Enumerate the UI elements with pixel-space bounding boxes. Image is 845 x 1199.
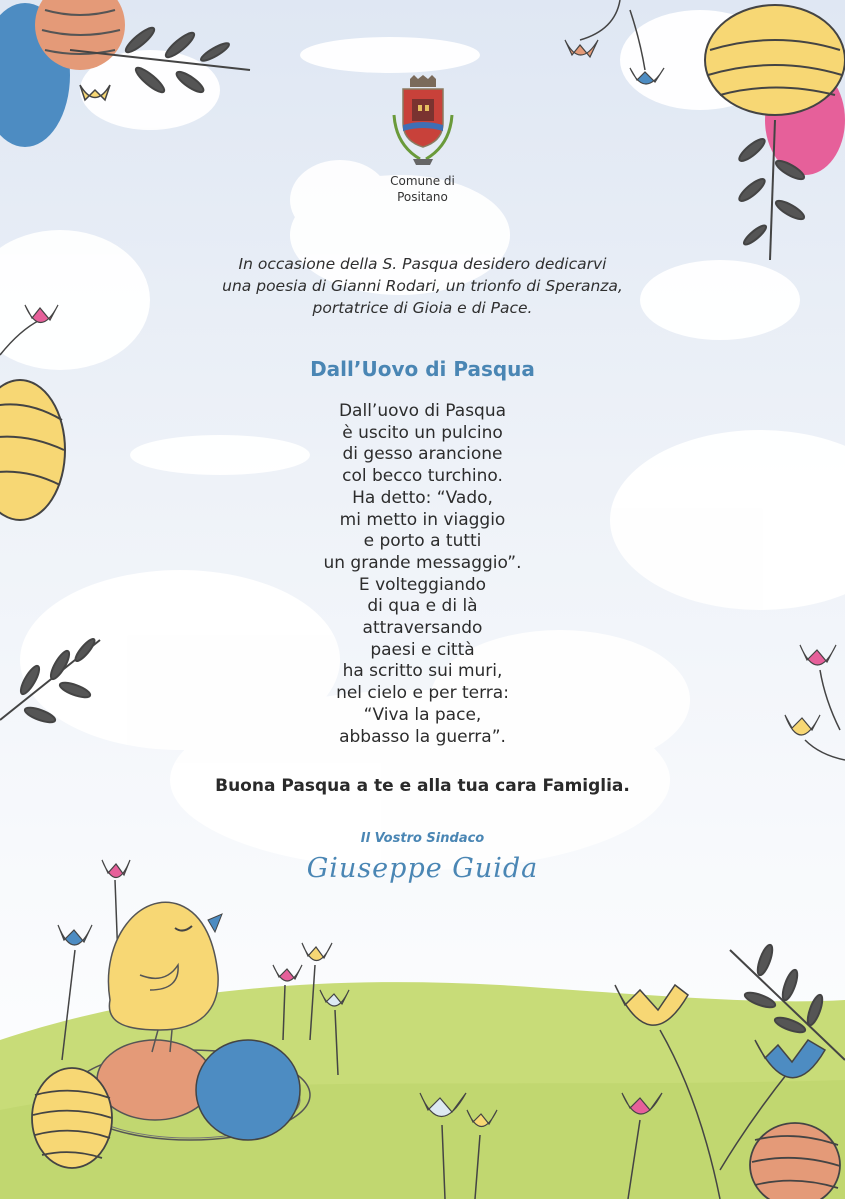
poem-line: di gesso arancione [342,444,503,465]
poem-body [250,401,595,748]
coat-of-arms-logo [388,75,458,167]
intro-text [170,253,675,319]
poem-line: e porto a tutti [363,531,482,552]
poem-line: Dall’uovo di Pasqua [338,401,507,421]
poem-line: Ha detto: “Vado, [352,487,493,508]
poem-line: paesi e città [370,639,475,660]
intro-line: una poesia di Gianni Rodari, un trionfo di Speranza, [222,277,623,295]
poem-line: un grande messaggio”. [323,552,522,573]
poem-line: mi metto in viaggio [339,509,506,530]
egg-yellow-top-right [705,5,845,115]
poem-line: ha scritto sui muri, [342,661,503,682]
egg-yellow-left [0,380,65,520]
municipality-name [360,173,485,205]
poem-line: nel cielo e per terra: [336,683,509,704]
tulips-right-middle [785,645,845,760]
poem-title: Dall’Uovo di Pasqua [310,357,535,381]
poem-line: è uscito un pulcino [342,422,503,443]
intro-line: portatrice di Gioia e di Pace. [312,299,533,317]
municipality-line1: Comune di [390,174,455,188]
poem-line: di qua e di là [367,596,478,617]
poem-line: “Viva la pace, [363,704,482,725]
poem-line: attraversando [362,618,483,639]
poem-line: E volteggiando [358,574,487,595]
poem-line: col becco turchino. [342,466,503,487]
chick [108,902,218,1030]
poem-line: abbasso la guerra”. [339,726,506,747]
intro-line: In occasione della S. Pasqua desidero dedicarvi [238,255,607,273]
mayor-role: Il Vostro Sindaco [360,831,485,846]
mayor-signature: Giuseppe Guida [306,853,539,884]
municipality-line2: Positano [397,190,448,204]
easter-wish: Buona Pasqua a te e alla tua cara Famiglia. [215,776,630,796]
